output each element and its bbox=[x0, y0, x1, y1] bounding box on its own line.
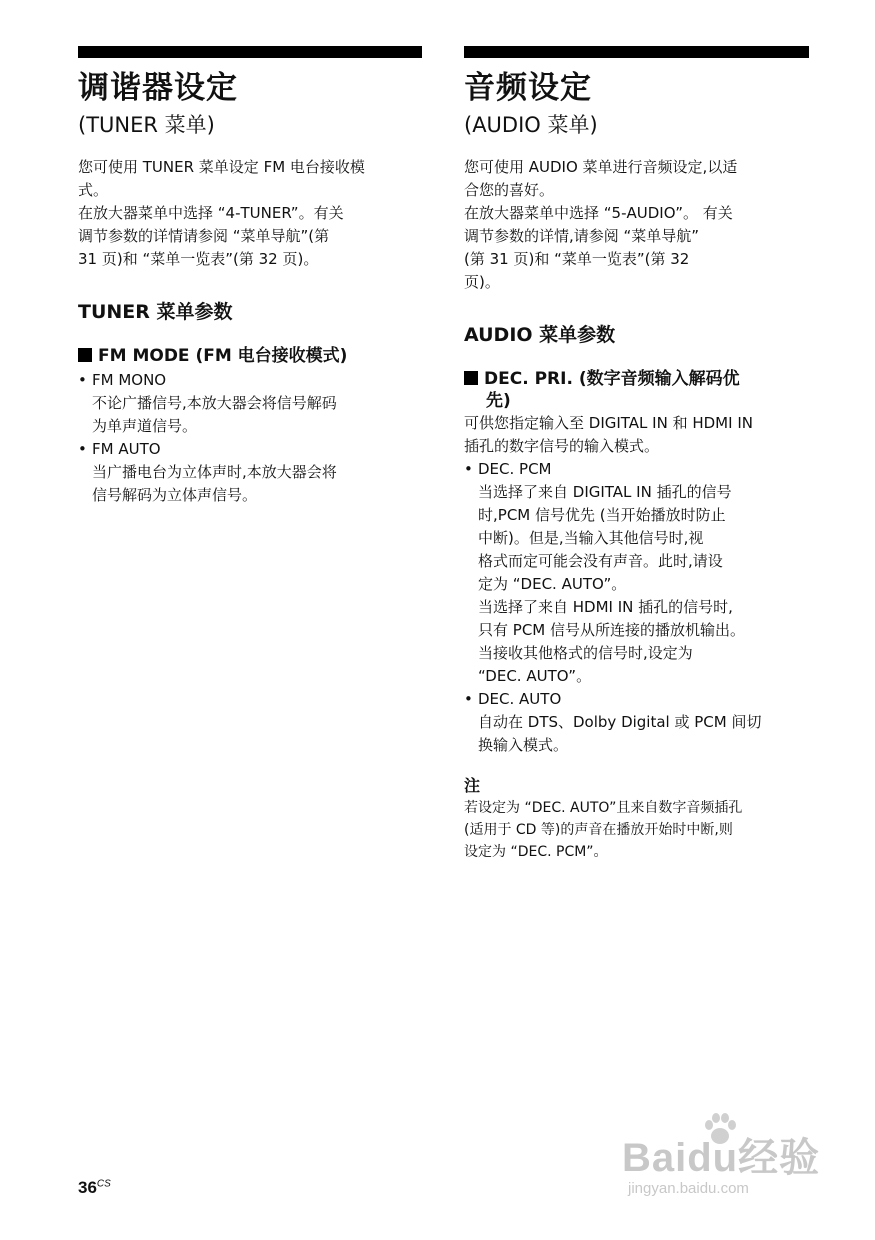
baidu-watermark bbox=[622, 1108, 822, 1208]
audio-column bbox=[464, 46, 809, 863]
item-desc-line: 为单声道信号。 bbox=[92, 417, 198, 435]
intro-line: 您可使用 TUNER 菜单设定 FM 电台接收模 bbox=[78, 158, 365, 176]
item-desc-line: 当选择了来自 HDMI IN 插孔的信号时, bbox=[478, 598, 733, 616]
dec-pri-title: DEC. PRI. (数字音频输入解码优 bbox=[484, 369, 740, 389]
tuner-column bbox=[78, 46, 422, 507]
section-rule bbox=[464, 46, 809, 58]
list-item bbox=[78, 438, 422, 507]
item-desc-line: 当接收其他格式的信号时,设定为 bbox=[478, 644, 693, 662]
note-body bbox=[464, 797, 809, 863]
item-desc-line: “DEC. AUTO”。 bbox=[478, 667, 592, 685]
bullet-icon: • bbox=[78, 440, 87, 458]
note-line: 设定为 “DEC. PCM”。 bbox=[464, 844, 608, 860]
item-name: DEC. PCM bbox=[478, 460, 552, 478]
intro-line: 31 页)和 “菜单一览表”(第 32 页)。 bbox=[78, 250, 319, 268]
intro-line: 调节参数的详情,请参阅 “菜单导航” bbox=[464, 227, 700, 245]
audio-title: 音频设定 bbox=[464, 70, 592, 106]
item-desc-line: 自动在 DTS、Dolby Digital 或 PCM 间切 bbox=[478, 713, 762, 731]
note-line: 若设定为 “DEC. AUTO”且来自数字音频插孔 bbox=[464, 800, 743, 816]
intro-line: 在放大器菜单中选择 “5-AUDIO”。 有关 bbox=[464, 204, 733, 222]
bullet-icon: • bbox=[78, 371, 87, 389]
audio-intro bbox=[464, 156, 809, 294]
param-desc bbox=[464, 412, 809, 458]
fm-mode-title: FM MODE (FM 电台接收模式) bbox=[98, 346, 348, 366]
audio-section-title: AUDIO 菜单参数 bbox=[464, 324, 616, 346]
item-desc-line: 当广播电台为立体声时,本放大器会将 bbox=[92, 463, 337, 481]
tuner-subtitle: (TUNER 菜单) bbox=[78, 113, 215, 137]
tuner-intro bbox=[78, 156, 422, 271]
item-name: FM AUTO bbox=[92, 440, 161, 458]
page-number bbox=[78, 1178, 111, 1198]
item-desc-line: 换输入模式。 bbox=[478, 736, 569, 754]
note-heading: 注 bbox=[464, 776, 481, 795]
item-desc-line: 时,PCM 信号优先 (当开始播放时防止 bbox=[478, 506, 726, 524]
bullet-icon: • bbox=[464, 690, 473, 708]
item-desc-line: 格式而定可能会没有声音。此时,请设 bbox=[478, 552, 723, 570]
page-number-value: 36 bbox=[78, 1178, 97, 1197]
item-desc-line: 中断)。但是,当输入其他信号时,视 bbox=[478, 529, 704, 547]
item-name: DEC. AUTO bbox=[478, 690, 562, 708]
intro-line: 页)。 bbox=[464, 273, 500, 291]
square-bullet-icon bbox=[78, 348, 92, 362]
tuner-title: 调谐器设定 bbox=[78, 70, 238, 106]
item-desc-line: 信号解码为立体声信号。 bbox=[92, 486, 258, 504]
intro-line: 在放大器菜单中选择 “4-TUNER”。有关 bbox=[78, 204, 344, 222]
tuner-section-title: TUNER 菜单参数 bbox=[78, 301, 233, 323]
param-desc-line: 插孔的数字信号的输入模式。 bbox=[464, 437, 660, 455]
intro-line: (第 31 页)和 “菜单一览表”(第 32 bbox=[464, 250, 690, 268]
dec-pri-title-cont: 先) bbox=[486, 391, 511, 411]
item-desc-line: 当选择了来自 DIGITAL IN 插孔的信号 bbox=[478, 483, 732, 501]
watermark-text: Baidu经验 bbox=[622, 1136, 821, 1180]
square-bullet-icon bbox=[464, 371, 478, 385]
intro-line: 合您的喜好。 bbox=[464, 181, 555, 199]
bullet-icon: • bbox=[464, 460, 473, 478]
item-desc-line: 不论广播信号,本放大器会将信号解码 bbox=[92, 394, 337, 412]
intro-line: 您可使用 AUDIO 菜单进行音频设定,以适 bbox=[464, 158, 738, 176]
item-name: FM MONO bbox=[92, 371, 167, 389]
item-desc-line: 定为 “DEC. AUTO”。 bbox=[478, 575, 627, 593]
section-rule bbox=[78, 46, 422, 58]
audio-subtitle: (AUDIO 菜单) bbox=[464, 113, 598, 137]
fm-mode-heading bbox=[78, 345, 422, 367]
list-item bbox=[78, 369, 422, 438]
intro-line: 式。 bbox=[78, 181, 109, 199]
list-item bbox=[464, 688, 809, 757]
note-line: (适用于 CD 等)的声音在播放开始时中断,则 bbox=[464, 822, 733, 838]
page-suffix: CS bbox=[96, 1178, 111, 1190]
param-desc-line: 可供您指定输入至 DIGITAL IN 和 HDMI IN bbox=[464, 414, 753, 432]
intro-line: 调节参数的详情请参阅 “菜单导航”(第 bbox=[78, 227, 330, 245]
dec-pri-heading bbox=[464, 368, 809, 412]
item-desc-line: 只有 PCM 信号从所连接的播放机输出。 bbox=[478, 621, 745, 639]
list-item bbox=[464, 458, 809, 688]
watermark-url: jingyan.baidu.com bbox=[628, 1180, 749, 1197]
